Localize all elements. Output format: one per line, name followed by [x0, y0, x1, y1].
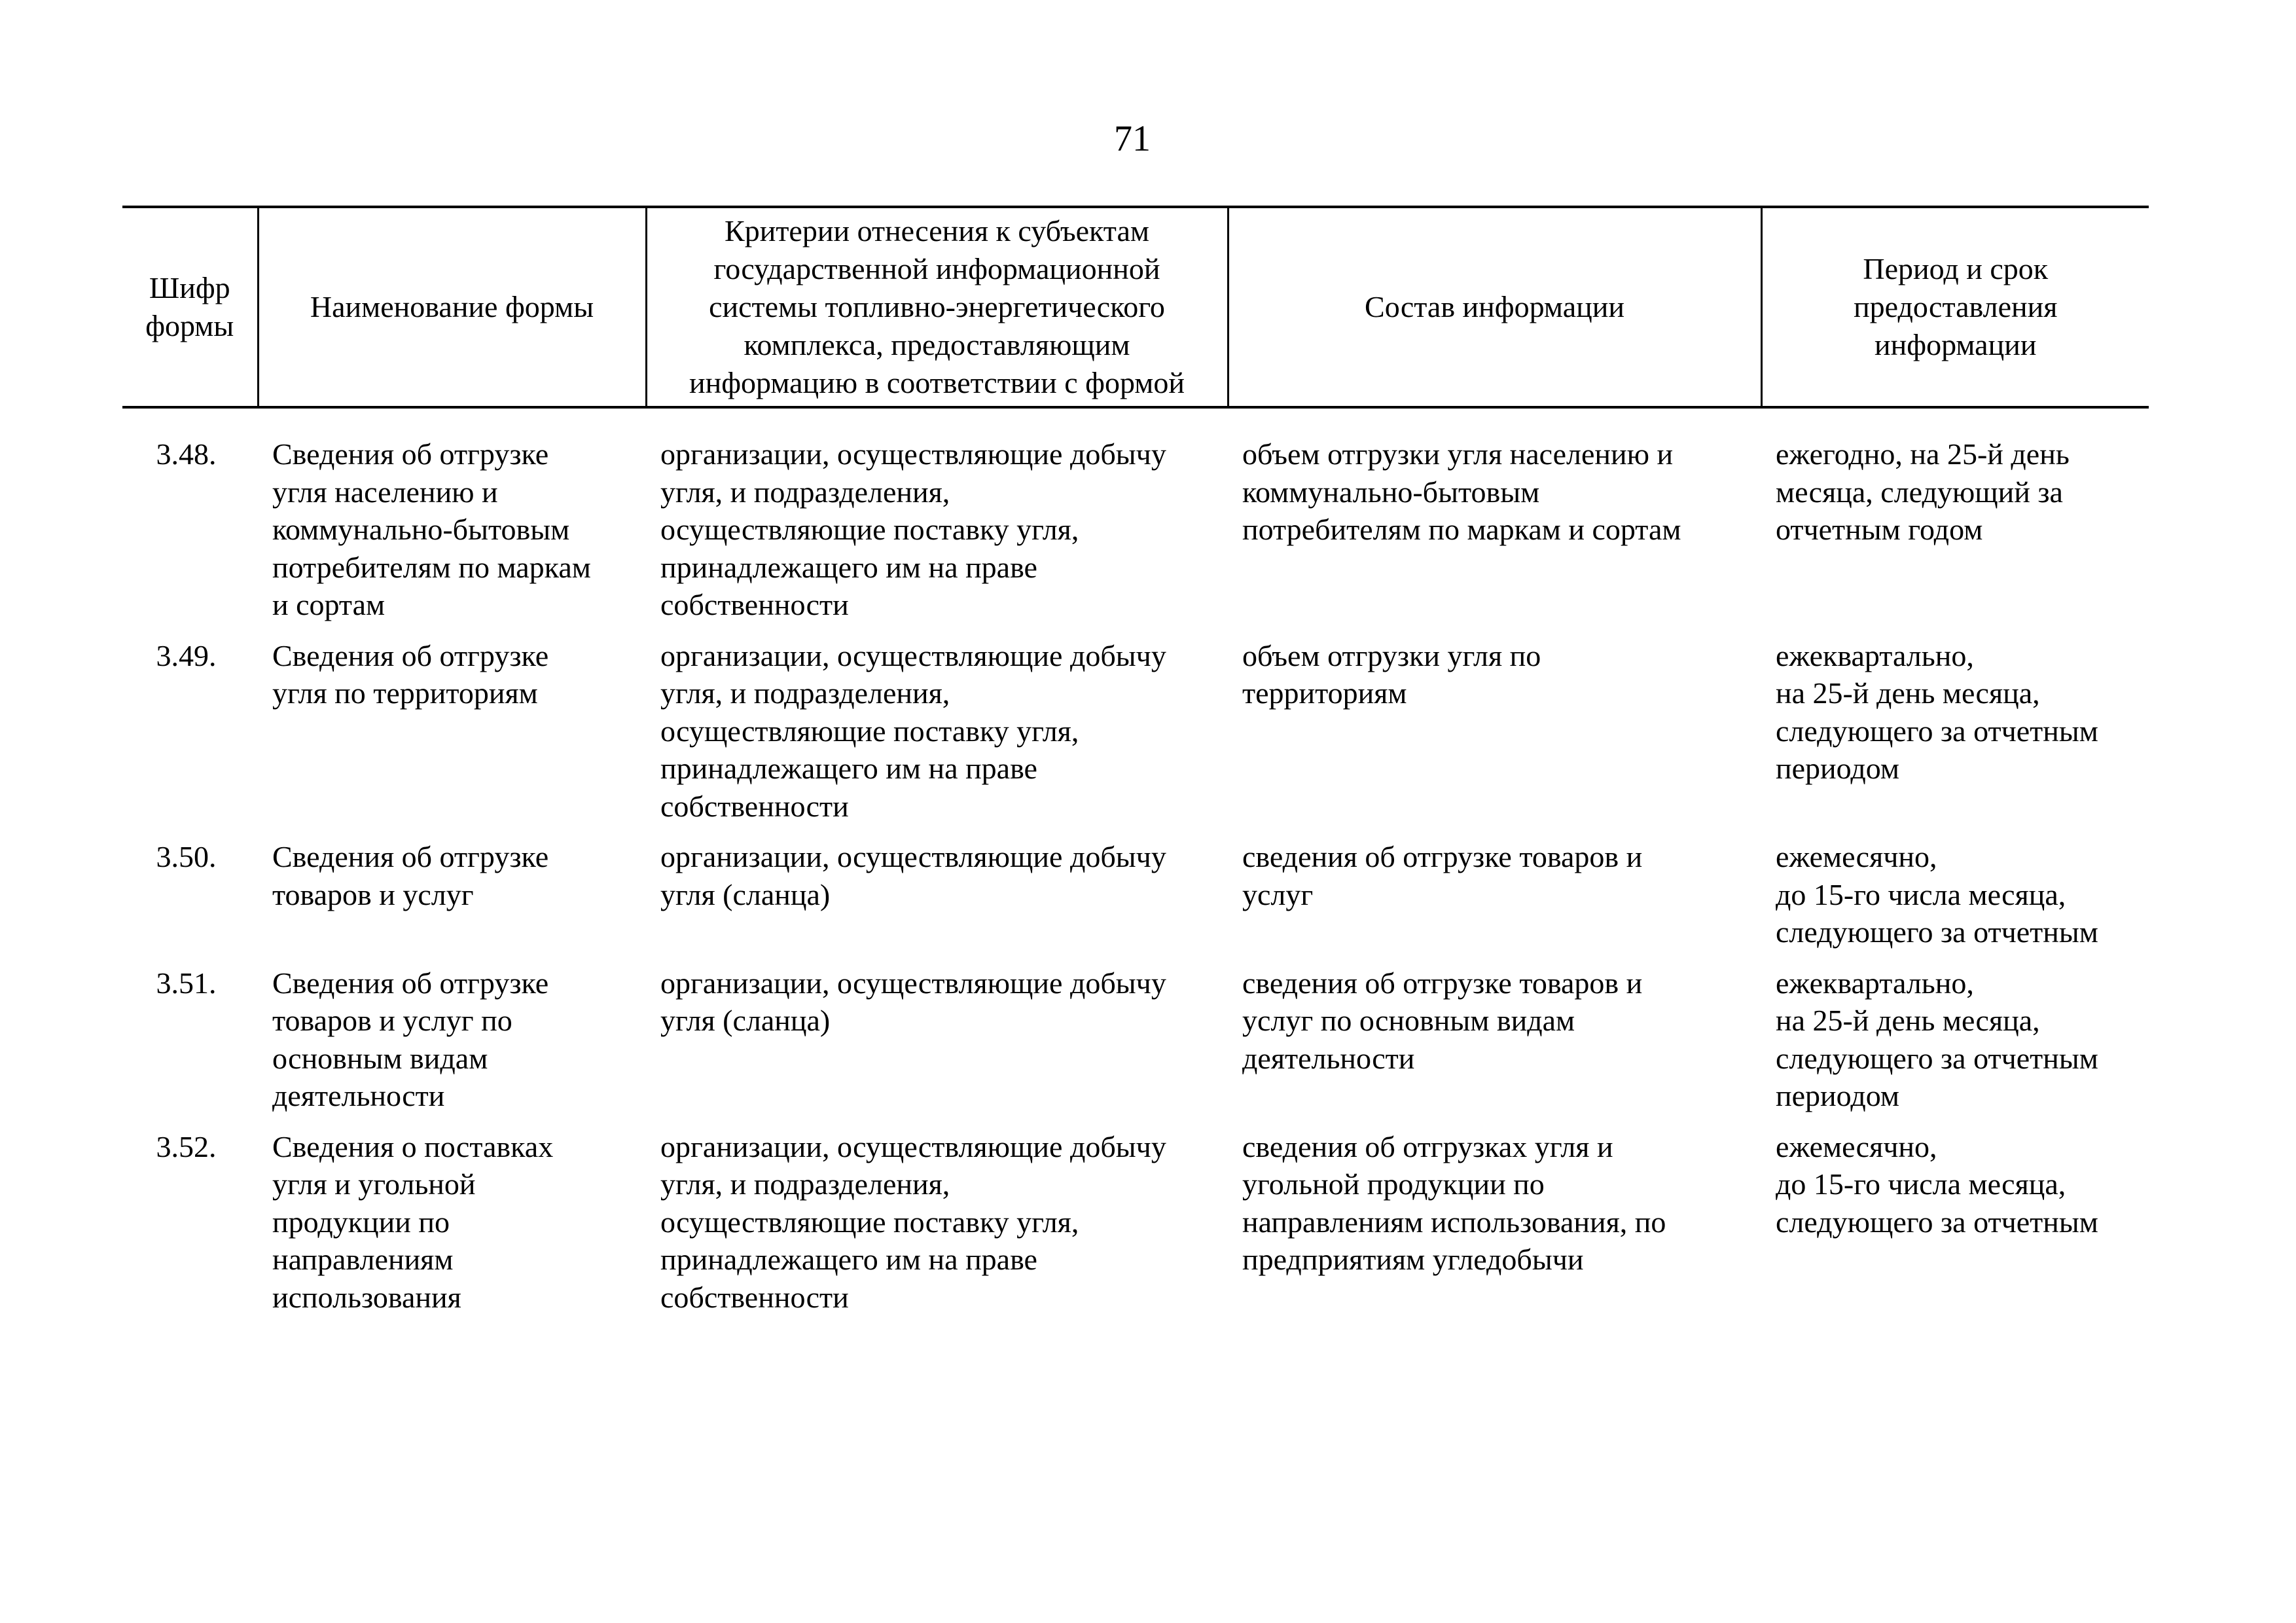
- header-cell-name: Наименование формы: [258, 207, 646, 407]
- form-criteria: организации, осуществляющие добычу угля, и подразделения, осуществляющие поставку угля, принадлежащего им на праве собственности: [660, 638, 1166, 823]
- header-cell-code: Шифр формы: [122, 207, 258, 407]
- form-criteria: организации, осуществляющие добычу угля, и подразделения, осуществляющие поставку угля, принадлежащего им на праве собственности: [660, 437, 1166, 621]
- table-row: [122, 637, 2149, 826]
- form-code: 3.48.: [156, 437, 217, 471]
- header-cell-period: Период и срок предоставления информации: [1761, 207, 2149, 407]
- form-period: ежемесячно, до 15-го числа месяца, следующего за отчетным: [1776, 840, 2098, 949]
- form-criteria: организации, осуществляющие добычу угля (сланца): [660, 966, 1166, 1037]
- form-code: 3.50.: [156, 840, 217, 873]
- page-number: 71: [1114, 119, 1151, 159]
- form-name: Сведения об отгрузке товаров и услуг: [272, 840, 549, 911]
- form-name: Сведения о поставках угля и угольной продукции по направлениям использования: [272, 1129, 554, 1314]
- table-row: [122, 838, 2149, 951]
- form-code: 3.51.: [156, 966, 217, 1000]
- table-row: [122, 1128, 2149, 1317]
- form-period: ежемесячно, до 15-го числа месяца, следующего за отчетным: [1776, 1129, 2098, 1239]
- form-name: Сведения об отгрузке угля населению и коммунально-бытовым потребителям по маркам и сортам: [272, 437, 591, 621]
- form-period: ежеквартально, на 25-й день месяца, следующего за отчетным периодом: [1776, 966, 2098, 1112]
- form-name: Сведения об отгрузке товаров и услуг по основным видам деятельности: [272, 966, 549, 1112]
- form-content: сведения об отгрузках угля и угольной продукции по направлениям использования, по предприятиям угледобычи: [1242, 1129, 1666, 1276]
- table-row: [122, 964, 2149, 1115]
- table-header: [122, 206, 2149, 409]
- form-period: ежегодно, на 25-й день месяца, следующий за отчетным годом: [1776, 437, 2070, 546]
- table-body: [122, 435, 2149, 1316]
- form-name: Сведения об отгрузке угля по территориям: [272, 638, 549, 710]
- table-row: [122, 435, 2149, 624]
- form-criteria: организации, осуществляющие добычу угля (сланца): [660, 840, 1166, 911]
- form-content: объем отгрузки угля по территориям: [1242, 638, 1541, 710]
- form-code: 3.52.: [156, 1129, 217, 1163]
- form-content: объем отгрузки угля населению и коммунально-бытовым потребителям по маркам и сортам: [1242, 437, 1681, 546]
- header-cell-content: Состав информации: [1228, 207, 1761, 407]
- form-criteria: организации, осуществляющие добычу угля, и подразделения, осуществляющие поставку угля, принадлежащего им на праве собственности: [660, 1129, 1166, 1314]
- header-cell-criteria: Критерии отнесения к субъектам государственной информационной системы топливно-энергетического комплекса, предоставляющим информацию в соответствии с формой: [646, 207, 1228, 407]
- form-content: сведения об отгрузке товаров и услуг по основным видам деятельности: [1242, 966, 1643, 1075]
- form-content: сведения об отгрузке товаров и услуг: [1242, 840, 1643, 911]
- form-code: 3.49.: [156, 638, 217, 672]
- form-period: ежеквартально, на 25-й день месяца, следующего за отчетным периодом: [1776, 638, 2098, 785]
